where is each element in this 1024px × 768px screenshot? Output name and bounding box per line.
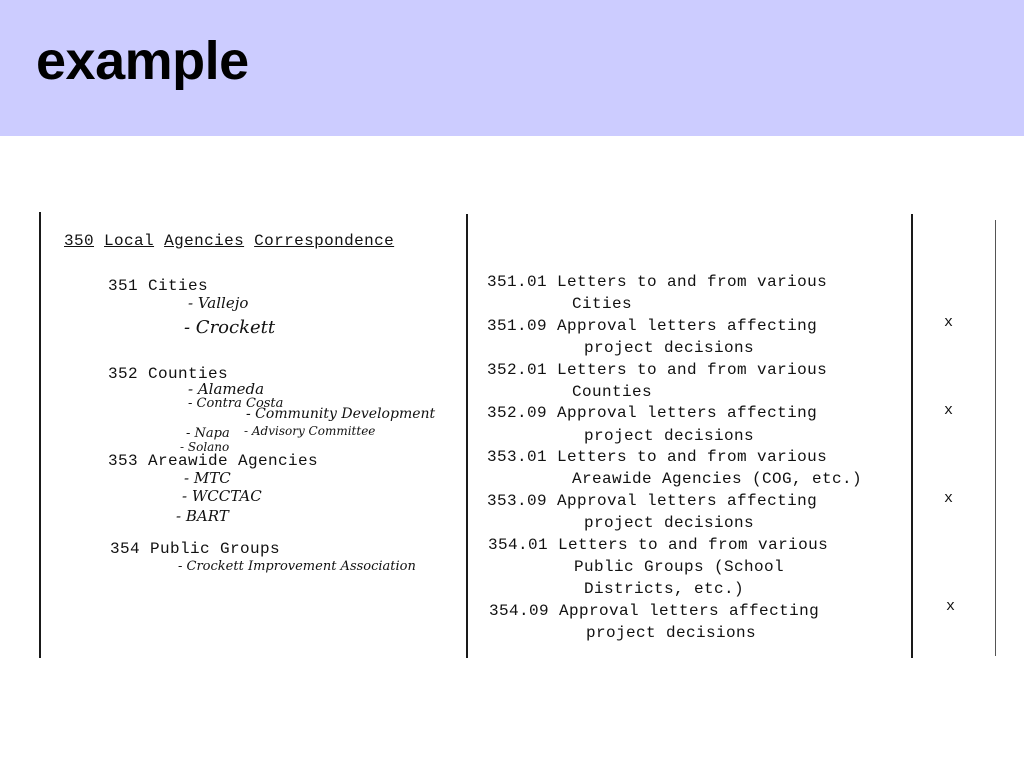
handwritten-note: - BART (176, 507, 229, 525)
handwritten-note: - Vallejo (188, 294, 249, 312)
handwritten-note: - Community Development (246, 406, 436, 422)
entry-text: Approval letters affecting (557, 317, 818, 335)
entry-352-09-line1 (487, 404, 817, 422)
handwritten-note: - MTC (184, 469, 231, 487)
handwritten-note: - Contra Costa (188, 396, 284, 411)
entry-code: 353.09 (487, 492, 548, 510)
handwritten-note: - Crockett (184, 317, 276, 338)
check-mark: x (944, 490, 954, 507)
heading-word-local: Local (104, 232, 155, 250)
entry-code: 351.01 (487, 273, 548, 291)
entry-353-01-line2: Areawide Agencies (COG, etc.) (572, 470, 863, 488)
entry-code: 352.01 (487, 361, 548, 379)
entry-code: 354.01 (488, 536, 549, 554)
handwritten-note: - Alameda (188, 380, 265, 398)
entry-354-09-line2: project decisions (586, 624, 757, 642)
group-label-cities: 351 Cities (108, 277, 209, 295)
group-label-areawide: 353 Areawide Agencies (108, 452, 319, 470)
entry-code: 353.01 (487, 448, 548, 466)
right-divider-line (911, 214, 913, 658)
handwritten-note: - Solano (180, 440, 230, 454)
heading-number: 350 (64, 232, 95, 250)
entry-354-01-line1 (488, 536, 828, 554)
entry-351-09-line2: project decisions (584, 339, 755, 357)
entry-351-01-line1 (487, 273, 827, 291)
handwritten-note: - Napa (186, 426, 230, 441)
entry-text: Approval letters affecting (557, 492, 818, 510)
group-label-public-groups: 354 Public Groups (110, 540, 281, 558)
handwritten-note: - Crockett Improvement Association (178, 559, 416, 574)
middle-divider-line (466, 214, 468, 658)
section-heading (64, 232, 394, 250)
entry-351-01-line2: Cities (572, 295, 633, 313)
right-border-line (995, 220, 996, 656)
entry-353-09-line1 (487, 492, 817, 510)
slide-title: example (36, 31, 249, 91)
entry-352-01-line2: Counties (572, 383, 653, 401)
entry-352-09-line2: project decisions (584, 427, 755, 445)
entry-code: 354.09 (489, 602, 550, 620)
check-mark: x (946, 598, 956, 615)
left-border-line (39, 212, 41, 658)
entry-code: 352.09 (487, 404, 548, 422)
heading-word-agencies: Agencies (164, 232, 245, 250)
entry-353-01-line1 (487, 448, 827, 466)
entry-text: Approval letters affecting (559, 602, 820, 620)
heading-word-correspondence: Correspondence (254, 232, 395, 250)
handwritten-note: - WCCTAC (182, 487, 262, 505)
entry-354-09-line1 (489, 602, 819, 620)
group-label-counties: 352 Counties (108, 365, 229, 383)
entry-text: Letters to and from various (557, 361, 828, 379)
entry-353-09-line2: project decisions (584, 514, 755, 532)
check-mark: x (944, 402, 954, 419)
check-mark: x (944, 314, 954, 331)
entry-354-01-line3: Districts, etc.) (584, 580, 745, 598)
entry-354-01-line2: Public Groups (School (574, 558, 785, 576)
entry-text: Letters to and from various (557, 448, 828, 466)
entry-code: 351.09 (487, 317, 548, 335)
entry-text: Approval letters affecting (557, 404, 818, 422)
entry-352-01-line1 (487, 361, 827, 379)
handwritten-note: - Advisory Committee (244, 424, 376, 438)
entry-text: Letters to and from various (558, 536, 829, 554)
entry-text: Letters to and from various (557, 273, 828, 291)
entry-351-09-line1 (487, 317, 817, 335)
